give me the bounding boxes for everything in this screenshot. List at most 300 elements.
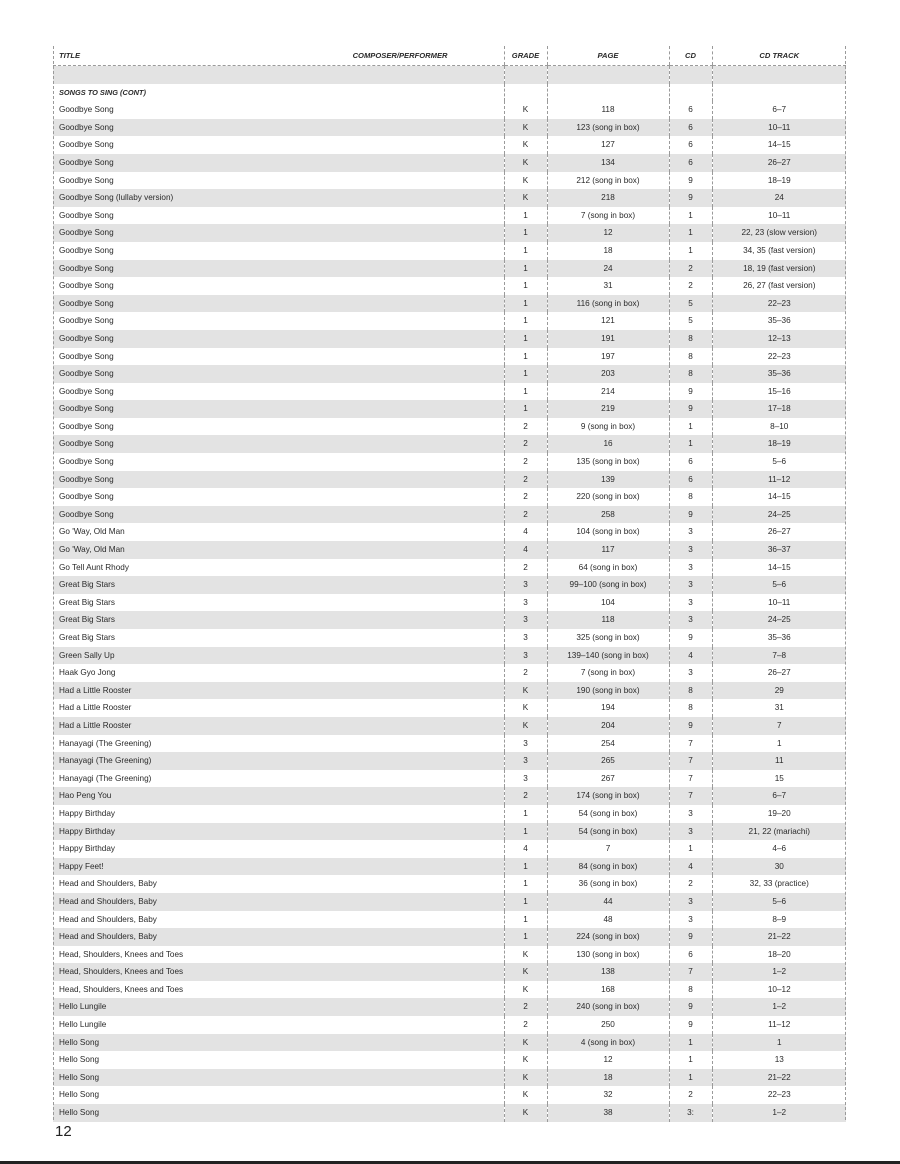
cd-track: 30 (712, 858, 846, 876)
cd: 6 (669, 471, 712, 489)
page: 99–100 (song in box) (547, 576, 669, 594)
page: 18 (547, 242, 669, 260)
cd-track: 8–10 (712, 418, 846, 436)
table-row (53, 312, 846, 330)
song-title: Goodbye Song (53, 400, 504, 418)
grade: 1 (504, 207, 547, 225)
cd-track: 7–8 (712, 647, 846, 665)
page: 118 (547, 611, 669, 629)
cd: 3 (669, 664, 712, 682)
song-title: Hanayagi (The Greening) (59, 773, 152, 783)
song-title: Happy Birthday (53, 823, 504, 841)
page: 18 (547, 1069, 669, 1087)
song-title: Goodbye Song (53, 506, 504, 524)
cd: 6 (669, 453, 712, 471)
page: 7 (547, 840, 669, 858)
page: 118 (547, 101, 669, 119)
table-row (53, 1069, 846, 1087)
song-title: Goodbye Song (59, 140, 114, 150)
cd: 3 (669, 559, 712, 577)
table-row (53, 928, 846, 946)
song-title: Goodbye Song (53, 295, 504, 313)
song-title: Head and Shoulders, Baby (59, 914, 157, 924)
table-row (53, 629, 846, 647)
grade: 1 (504, 260, 547, 278)
cd-track: 6–7 (712, 101, 846, 119)
cd-track: 22–23 (712, 1086, 846, 1104)
cd-track: 1–2 (712, 963, 846, 981)
grade: 3 (504, 752, 547, 770)
song-title: Goodbye Song (53, 260, 504, 278)
page: 36 (song in box) (547, 875, 669, 893)
cd-track: 35–36 (712, 312, 846, 330)
cd: 7 (669, 963, 712, 981)
song-title: Goodbye Song (lullaby version) (53, 189, 504, 207)
page: 203 (547, 365, 669, 383)
table-row (53, 453, 846, 471)
song-title: Goodbye Song (53, 119, 504, 137)
song-title: Head and Shoulders, Baby (59, 879, 157, 889)
page: 32 (547, 1086, 669, 1104)
page: 16 (547, 435, 669, 453)
header-row (53, 46, 846, 66)
table-row (53, 875, 846, 893)
page: 325 (song in box) (547, 629, 669, 647)
header-title: TITLE (59, 51, 81, 60)
table-row (53, 400, 846, 418)
cd: 7 (669, 735, 712, 753)
grade: K (504, 1104, 547, 1122)
page: 130 (song in box) (547, 946, 669, 964)
grade: 1 (504, 312, 547, 330)
table-row (53, 682, 846, 700)
cd: 3: (669, 1104, 712, 1122)
song-title: Goodbye Song (53, 365, 504, 383)
cd: 1 (669, 224, 712, 242)
grade: 4 (504, 523, 547, 541)
header-title-cell (53, 46, 504, 66)
cd-track: 24–25 (712, 506, 846, 524)
cd-track: 15–16 (712, 383, 846, 401)
cd-track: 1 (712, 1034, 846, 1052)
cd: 8 (669, 981, 712, 999)
cd-track: 10–11 (712, 207, 846, 225)
song-title: Had a Little Rooster (53, 717, 504, 735)
cd: 8 (669, 699, 712, 717)
song-title: Goodbye Song (53, 154, 504, 172)
cd: 8 (669, 365, 712, 383)
cd: 8 (669, 348, 712, 366)
grade: 2 (504, 488, 547, 506)
table-row (53, 435, 846, 453)
grade: K (504, 963, 547, 981)
song-title: Go Tell Aunt Rhody (59, 562, 129, 572)
page: 117 (547, 541, 669, 559)
page: 265 (547, 752, 669, 770)
page: 240 (song in box) (547, 998, 669, 1016)
grade: 3 (504, 611, 547, 629)
page: 190 (song in box) (547, 682, 669, 700)
song-title: Hanayagi (The Greening) (53, 752, 504, 770)
song-title: Great Big Stars (53, 576, 504, 594)
grade: K (504, 136, 547, 154)
song-title: Go 'Way, Old Man (59, 527, 125, 537)
grade: 2 (504, 435, 547, 453)
cd: 5 (669, 312, 712, 330)
song-title: Goodbye Song (59, 492, 114, 502)
song-index-table-area (53, 46, 846, 1122)
cd-track: 6–7 (712, 787, 846, 805)
table-row (53, 823, 846, 841)
page: 7 (song in box) (547, 207, 669, 225)
table-row (53, 840, 846, 858)
cd-track: 18–19 (712, 172, 846, 190)
cd-track: 5–6 (712, 893, 846, 911)
cd-track: 14–15 (712, 488, 846, 506)
cd: 7 (669, 770, 712, 788)
song-title: Goodbye Song (59, 421, 114, 431)
grade: K (504, 1086, 547, 1104)
cd: 3 (669, 594, 712, 612)
cd-track: 24 (712, 189, 846, 207)
section-row (53, 84, 846, 102)
cd-track: 18, 19 (fast version) (712, 260, 846, 278)
table-row (53, 946, 846, 964)
song-title: Goodbye Song (59, 210, 114, 220)
page: 138 (547, 963, 669, 981)
table-row (53, 471, 846, 489)
song-title: Hello Song (59, 1055, 100, 1065)
page: 54 (song in box) (547, 823, 669, 841)
page: 250 (547, 1016, 669, 1034)
grade: 2 (504, 664, 547, 682)
grade: 1 (504, 911, 547, 929)
cd-track: 31 (712, 699, 846, 717)
table-body (53, 66, 846, 1122)
song-title: Hello Song (53, 1104, 504, 1122)
song-title: Green Sally Up (53, 647, 504, 665)
song-title: Hanayagi (The Greening) (59, 738, 152, 748)
grade: K (504, 172, 547, 190)
page: 121 (547, 312, 669, 330)
song-title: Hello Song (59, 1090, 100, 1100)
table-row (53, 172, 846, 190)
page: 134 (547, 154, 669, 172)
page: 139–140 (song in box) (547, 647, 669, 665)
page: 174 (song in box) (547, 787, 669, 805)
cd: 6 (669, 154, 712, 172)
table-row (53, 893, 846, 911)
song-title: Goodbye Song (59, 457, 114, 467)
cd-track: 12–13 (712, 330, 846, 348)
table-row (53, 1104, 846, 1122)
cd-track: 11–12 (712, 471, 846, 489)
table-row (53, 488, 846, 506)
song-title: Happy Birthday (59, 808, 115, 818)
cd-track: 5–6 (712, 576, 846, 594)
cd-track: 21, 22 (mariachi) (712, 823, 846, 841)
song-title: Goodbye Song (53, 330, 504, 348)
table-row (53, 348, 846, 366)
song-title: Head, Shoulders, Knees and Toes (59, 949, 184, 959)
cd-track: 4–6 (712, 840, 846, 858)
cd: 3 (669, 611, 712, 629)
grade: 2 (504, 559, 547, 577)
cd: 8 (669, 682, 712, 700)
song-title: Head, Shoulders, Knees and Toes (53, 963, 504, 981)
grade: 3 (504, 594, 547, 612)
song-title: Happy Birthday (59, 844, 115, 854)
cd: 9 (669, 189, 712, 207)
song-title: Haak Gyo Jong (59, 668, 116, 678)
table-row (53, 189, 846, 207)
song-index-table (53, 46, 846, 1122)
page: 44 (547, 893, 669, 911)
cd-track: 7 (712, 717, 846, 735)
grade: 1 (504, 928, 547, 946)
song-title: Head and Shoulders, Baby (53, 928, 504, 946)
section-title: SONGS TO SING (CONT) (59, 87, 146, 97)
table-row (53, 770, 846, 788)
grade: K (504, 717, 547, 735)
page: 116 (song in box) (547, 295, 669, 313)
table-row (53, 717, 846, 735)
cd: 9 (669, 172, 712, 190)
table-row (53, 101, 846, 119)
page: 12 (547, 224, 669, 242)
page: 258 (547, 506, 669, 524)
grade: 4 (504, 541, 547, 559)
grade: K (504, 946, 547, 964)
table-row (53, 207, 846, 225)
table-row (53, 224, 846, 242)
table-row (53, 998, 846, 1016)
table-row (53, 1034, 846, 1052)
cd: 6 (669, 946, 712, 964)
song-title: Hello Lungile (59, 1020, 107, 1030)
cd: 9 (669, 400, 712, 418)
cd: 6 (669, 136, 712, 154)
cd-track: 14–15 (712, 136, 846, 154)
song-title: Goodbye Song (59, 105, 114, 115)
table-row (53, 523, 846, 541)
grade: K (504, 1069, 547, 1087)
spacer-row (53, 66, 846, 84)
page: 104 (547, 594, 669, 612)
table-row (53, 1051, 846, 1069)
grade: 1 (504, 348, 547, 366)
cd-track: 15 (712, 770, 846, 788)
cd: 8 (669, 330, 712, 348)
header-composer: COMPOSER/PERFORMER (352, 51, 448, 60)
song-title: Hao Peng You (53, 787, 504, 805)
page: 267 (547, 770, 669, 788)
cd-track: 24–25 (712, 611, 846, 629)
table-row (53, 911, 846, 929)
grade: 1 (504, 295, 547, 313)
grade: 3 (504, 770, 547, 788)
grade: 1 (504, 893, 547, 911)
cd: 6 (669, 101, 712, 119)
song-title: Goodbye Song (59, 245, 114, 255)
cd-track: 1–2 (712, 1104, 846, 1122)
page: 64 (song in box) (547, 559, 669, 577)
cd: 2 (669, 1086, 712, 1104)
cd-track: 34, 35 (fast version) (712, 242, 846, 260)
table-row (53, 664, 846, 682)
song-title: Great Big Stars (59, 597, 115, 607)
song-title: Hello Lungile (53, 998, 504, 1016)
grade: 1 (504, 330, 547, 348)
cd-track: 36–37 (712, 541, 846, 559)
cd: 3 (669, 911, 712, 929)
song-title: Goodbye Song (59, 175, 114, 185)
cd-track: 29 (712, 682, 846, 700)
table-row (53, 805, 846, 823)
grade: K (504, 189, 547, 207)
table-row (53, 418, 846, 436)
page: 212 (song in box) (547, 172, 669, 190)
grade: 1 (504, 365, 547, 383)
song-title: Had a Little Rooster (53, 682, 504, 700)
grade: K (504, 981, 547, 999)
page: 7 (song in box) (547, 664, 669, 682)
cd-track: 35–36 (712, 365, 846, 383)
cd: 6 (669, 119, 712, 137)
cd: 7 (669, 787, 712, 805)
page: 48 (547, 911, 669, 929)
cd: 9 (669, 629, 712, 647)
song-title: Goodbye Song (53, 224, 504, 242)
page: 127 (547, 136, 669, 154)
table-row (53, 260, 846, 278)
page: 104 (song in box) (547, 523, 669, 541)
page: 24 (547, 260, 669, 278)
cd: 1 (669, 1069, 712, 1087)
grade: 1 (504, 277, 547, 295)
table-row (53, 981, 846, 999)
table-row (53, 611, 846, 629)
song-title: Happy Feet! (53, 858, 504, 876)
cd: 4 (669, 647, 712, 665)
song-title: Hello Song (53, 1034, 504, 1052)
cd: 3 (669, 893, 712, 911)
grade: 2 (504, 1016, 547, 1034)
page: 9 (song in box) (547, 418, 669, 436)
cd-track: 18–19 (712, 435, 846, 453)
cd: 1 (669, 1034, 712, 1052)
cd-track: 10–12 (712, 981, 846, 999)
table-row (53, 242, 846, 260)
song-title: Head and Shoulders, Baby (53, 893, 504, 911)
page: 194 (547, 699, 669, 717)
cd-track: 17–18 (712, 400, 846, 418)
table-row (53, 647, 846, 665)
cd-track: 26–27 (712, 154, 846, 172)
cd: 8 (669, 488, 712, 506)
song-title: Great Big Stars (53, 611, 504, 629)
table-row (53, 383, 846, 401)
grade: 3 (504, 647, 547, 665)
cd: 1 (669, 840, 712, 858)
cd-track: 22, 23 (slow version) (712, 224, 846, 242)
page: 254 (547, 735, 669, 753)
table-row (53, 576, 846, 594)
table-row (53, 154, 846, 172)
page: 214 (547, 383, 669, 401)
cd: 4 (669, 858, 712, 876)
table-row (53, 1086, 846, 1104)
song-title: Goodbye Song (59, 316, 114, 326)
song-title: Goodbye Song (59, 351, 114, 361)
cd-track: 13 (712, 1051, 846, 1069)
cd: 9 (669, 383, 712, 401)
page: 135 (song in box) (547, 453, 669, 471)
page: 218 (547, 189, 669, 207)
page: 204 (547, 717, 669, 735)
header-page: PAGE (547, 46, 669, 66)
cd: 1 (669, 242, 712, 260)
cd: 9 (669, 1016, 712, 1034)
song-title: Great Big Stars (59, 633, 115, 642)
cd-track: 26–27 (712, 664, 846, 682)
page: 168 (547, 981, 669, 999)
header-grade: GRADE (504, 46, 547, 66)
cd-track: 26, 27 (fast version) (712, 277, 846, 295)
cd-track: 18–20 (712, 946, 846, 964)
cd: 3 (669, 523, 712, 541)
cd-track: 1 (712, 735, 846, 753)
song-title: Goodbye Song (59, 386, 114, 396)
grade: K (504, 154, 547, 172)
cd: 1 (669, 1051, 712, 1069)
grade: 1 (504, 383, 547, 401)
table-row (53, 699, 846, 717)
cd: 2 (669, 277, 712, 295)
page-number: 12 (55, 1123, 72, 1140)
song-title: Go 'Way, Old Man (53, 541, 504, 559)
table-row (53, 365, 846, 383)
cd-track: 26–27 (712, 523, 846, 541)
cd-track: 1–2 (712, 998, 846, 1016)
grade: 3 (504, 735, 547, 753)
table-row (53, 559, 846, 577)
cd-track: 35–36 (712, 629, 846, 647)
cd: 9 (669, 506, 712, 524)
cd-track: 11–12 (712, 1016, 846, 1034)
cd-track: 8–9 (712, 911, 846, 929)
cd-track: 21–22 (712, 1069, 846, 1087)
grade: 1 (504, 875, 547, 893)
header-cd-track: CD TRACK (712, 46, 846, 66)
grade: 1 (504, 858, 547, 876)
table-row (53, 506, 846, 524)
page: 54 (song in box) (547, 805, 669, 823)
cd: 2 (669, 260, 712, 278)
cd-track: 21–22 (712, 928, 846, 946)
page: 4 (song in box) (547, 1034, 669, 1052)
cd: 1 (669, 207, 712, 225)
grade: K (504, 682, 547, 700)
cd: 1 (669, 435, 712, 453)
page: 38 (547, 1104, 669, 1122)
page: 219 (547, 400, 669, 418)
song-title: Goodbye Song (53, 435, 504, 453)
cd: 9 (669, 998, 712, 1016)
table-row (53, 330, 846, 348)
grade: 2 (504, 787, 547, 805)
grade: 2 (504, 453, 547, 471)
